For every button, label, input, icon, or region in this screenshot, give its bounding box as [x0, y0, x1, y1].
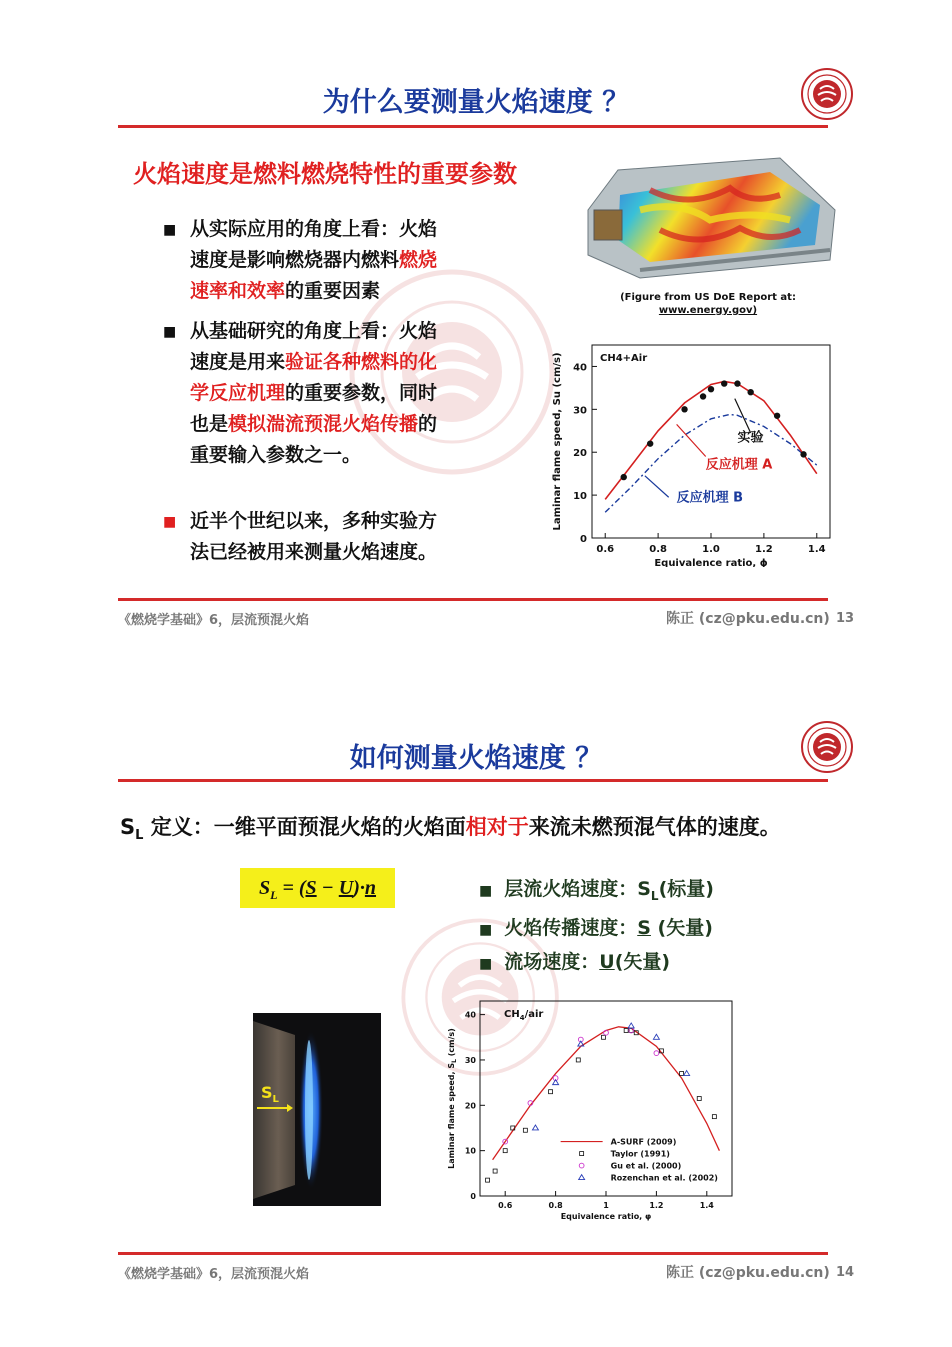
taylor-point	[503, 1149, 507, 1153]
legend-label-asurf: A-SURF (2009)	[610, 1137, 677, 1147]
figure-caption	[598, 291, 818, 317]
taylor-point	[486, 1178, 490, 1182]
experiment-point	[621, 474, 627, 480]
footer-author: 陈正 (cz@pku.edu.cn)	[666, 1265, 830, 1281]
footer-course: 《燃烧学基础》6，层流预混火焰	[118, 613, 310, 628]
taylor-point	[712, 1115, 716, 1119]
sl-definition	[120, 811, 781, 843]
bullet-2-highlight-3: 模拟湍流预混火焰传播	[228, 413, 419, 435]
x-axis-label: Equivalence ratio, ϕ	[654, 558, 768, 567]
y-axis-label: Laminar flame speed, Su (cm/s)	[552, 352, 563, 531]
y-tick-label: 10	[573, 491, 587, 503]
pku-logo-icon	[800, 720, 854, 774]
y-tick-label: 0	[470, 1192, 476, 1201]
x-tick-label: 1	[603, 1201, 609, 1210]
y-axis-label-sub: L	[451, 1059, 458, 1063]
bullet-2-highlight: 验证各种燃料的化	[285, 351, 438, 373]
definition-text: 定义：一维平面预混火焰的火焰面	[143, 815, 466, 839]
bullet-1-line-2	[190, 245, 490, 276]
chart-annotation: CH4+Air	[600, 353, 648, 364]
list-text-2: (标量)	[658, 878, 714, 900]
experiment-point	[747, 389, 753, 395]
label-mechanism-b: 反应机理 B	[676, 490, 744, 506]
bullet-1-highlight-2: 速率和效率	[190, 280, 286, 302]
label-experiment: 实验	[737, 430, 764, 446]
legend-swatch-taylor	[580, 1152, 584, 1156]
list-sub: L	[650, 888, 659, 903]
formula-s: S	[305, 877, 317, 899]
experiment-point	[721, 380, 727, 386]
flame-drawing	[253, 1013, 381, 1206]
bullet-1-text: 速度是影响燃烧器内燃料	[190, 249, 400, 271]
definition-text-2: 来流未燃预混气体的速度。	[528, 815, 781, 839]
label-mechanism-a: 反应机理 A	[705, 457, 773, 473]
bullet-1-line-3	[190, 276, 490, 307]
slide-14	[0, 680, 952, 1347]
list-underlined: U	[599, 950, 615, 973]
y-tick-label: 40	[573, 362, 587, 374]
bullet-1	[190, 214, 490, 307]
x-tick-label: 1.4	[699, 1201, 714, 1210]
rozenchan-point	[578, 1041, 584, 1046]
gu-point	[654, 1051, 659, 1056]
y-tick-label: 20	[573, 448, 587, 460]
taylor-point	[576, 1058, 580, 1062]
list-text: 层流火焰速度：S	[504, 878, 651, 900]
y-axis-label-main: Laminar flame speed, S	[447, 1062, 456, 1169]
velocity-list	[479, 873, 714, 980]
rozenchan-point	[553, 1080, 559, 1085]
y-tick-label: 30	[464, 1055, 476, 1065]
list-item-laminar	[479, 873, 714, 912]
taylor-point	[680, 1072, 684, 1076]
x-tick-label: 1.0	[702, 544, 720, 555]
formula-sl-sub: L	[270, 888, 278, 902]
figure-caption-text: (Figure from US DoE Report at:	[620, 292, 796, 303]
slide-13	[0, 0, 952, 660]
bullet-2-line-3	[190, 378, 490, 409]
x-tick-label: 0.8	[548, 1201, 563, 1210]
experiment-point	[734, 380, 740, 386]
formula-minus: −	[316, 877, 339, 899]
arrow-mechanism-a	[677, 424, 706, 456]
taylor-point	[549, 1090, 553, 1094]
y-axis-label	[447, 1028, 458, 1169]
legend-label-taylor: Taylor (1991)	[610, 1149, 670, 1159]
bullet-2-line-5: 重要输入参数之一。	[190, 444, 362, 466]
sl-subscript: L	[135, 828, 144, 844]
bullet-marker: ■	[479, 955, 493, 972]
bullet-2-line-4	[190, 409, 490, 440]
experiment-point	[700, 393, 706, 399]
formula-n: n	[364, 877, 377, 899]
slide-title: 为什么要测量火焰速度 ？	[322, 87, 630, 118]
legend-swatch-rozenchan	[579, 1175, 585, 1180]
list-item-propagation	[479, 912, 714, 946]
y-tick-label: 20	[464, 1101, 476, 1111]
bullet-3	[190, 506, 490, 568]
bullet-2-line-2	[190, 347, 490, 378]
experiment-point	[800, 451, 806, 457]
annotation-sub: 4	[519, 1014, 525, 1022]
bullet-2-line-1: 从基础研究的角度上看：火焰	[190, 320, 438, 342]
y-axis-label-unit: (cm/s)	[447, 1028, 456, 1060]
x-tick-label: 0.6	[498, 1201, 513, 1210]
experiment-point	[647, 440, 653, 446]
taylor-point	[624, 1028, 628, 1032]
page-number: 13	[836, 611, 855, 626]
list-item-flowfield	[479, 946, 714, 980]
taylor-point	[697, 1097, 701, 1101]
flame-speed-formula	[240, 868, 395, 908]
rozenchan-point	[653, 1034, 659, 1039]
flame-speed-chart-1	[548, 335, 840, 567]
legend-label-rozenchan: Rozenchan et al. (2002)	[610, 1173, 718, 1183]
x-tick-label: 0.8	[649, 544, 667, 555]
bullet-2-highlight-2: 学反应机理	[190, 382, 286, 404]
y-tick-label: 40	[464, 1010, 476, 1020]
footer-rule	[118, 598, 828, 601]
bullet-2	[190, 316, 490, 471]
list-text: 火焰传播速度：	[504, 916, 638, 939]
flat-flame-photo	[253, 1013, 381, 1206]
rozenchan-point	[628, 1023, 634, 1028]
rozenchan-point	[532, 1125, 538, 1130]
list-text-2: (矢量)	[650, 916, 713, 939]
bullet-marker: ■	[163, 222, 177, 238]
bullet-3-line-1: 近半个世纪以来，多种实验方	[190, 510, 438, 532]
x-tick-label: 1.4	[807, 544, 826, 555]
x-tick-label: 0.6	[596, 544, 615, 555]
experiment-point	[681, 406, 687, 412]
bullet-2-text-2: 的重要参数，同时	[285, 382, 438, 404]
bullet-marker: ■	[479, 883, 493, 899]
experiment-point	[708, 386, 714, 392]
pku-logo-icon	[800, 67, 854, 121]
legend-swatch-gu	[579, 1163, 584, 1168]
bullet-2-text-3: 也是	[190, 413, 229, 435]
list-underlined: S	[637, 916, 651, 939]
rozenchan-point	[684, 1071, 690, 1076]
series-line-asurf	[493, 1027, 720, 1160]
y-tick-label: 30	[573, 405, 587, 417]
list-text-2: (矢量)	[614, 950, 671, 973]
sl-label: S	[261, 1083, 273, 1102]
bullet-2-text: 速度是用来	[190, 351, 286, 373]
bullet-1-line-1: 从实际应用的角度上看：火焰	[190, 218, 438, 240]
bullet-1-highlight: 燃烧	[399, 249, 438, 271]
footer-author: 陈正 (cz@pku.edu.cn)	[666, 611, 830, 627]
title-rule	[118, 779, 828, 782]
footer-rule	[118, 1252, 828, 1255]
sl-arrow-label	[261, 1083, 279, 1105]
title-rule	[118, 125, 828, 128]
annotation-post: /air	[524, 1009, 544, 1020]
bullet-1-text-2: 的重要因素	[285, 280, 381, 302]
subtitle: 火焰速度是燃料燃烧特性的重要参数	[133, 160, 517, 188]
formula-close: )·	[353, 877, 365, 899]
formula-eq: = (	[277, 877, 306, 899]
x-axis-label: Equivalence ratio, φ	[560, 1212, 652, 1221]
chart-annotation	[504, 1009, 543, 1022]
bullet-3-line-2: 法已经被用来测量火焰速度。	[190, 541, 438, 563]
bullet-marker: ■	[163, 514, 177, 530]
slide-title: 如何测量火焰速度 ？	[349, 743, 603, 774]
y-tick-label: 0	[580, 534, 587, 545]
legend-label-gu: Gu et al. (2000)	[610, 1161, 682, 1171]
x-tick-label: 1.2	[649, 1201, 664, 1210]
formula-u: U	[338, 877, 354, 899]
page-number: 14	[836, 1265, 855, 1280]
experiment-point	[774, 413, 780, 419]
bullet-marker: ■	[163, 324, 177, 340]
taylor-point	[523, 1128, 527, 1132]
combustor-simulation-image	[580, 150, 840, 288]
formula-sl: S	[258, 877, 271, 899]
y-tick-label: 10	[464, 1146, 476, 1156]
figure-source-link[interactable]: www.energy.gov)	[658, 305, 758, 316]
sl-symbol: S	[120, 815, 136, 839]
list-text: 流场速度：	[504, 950, 600, 973]
flame-speed-chart-2	[444, 995, 744, 1230]
arrow-mechanism-b	[645, 476, 669, 497]
footer-course: 《燃烧学基础》6，层流预混火焰	[118, 1267, 310, 1282]
definition-highlight: 相对于	[465, 815, 529, 839]
taylor-point	[493, 1169, 497, 1173]
bullet-marker: ■	[479, 921, 493, 938]
sl-label-sub: L	[272, 1094, 279, 1106]
annotation-ch: CH	[504, 1009, 520, 1020]
taylor-point	[601, 1035, 605, 1039]
x-tick-label: 1.2	[755, 544, 773, 555]
bullet-2-text-4: 的	[418, 413, 438, 435]
